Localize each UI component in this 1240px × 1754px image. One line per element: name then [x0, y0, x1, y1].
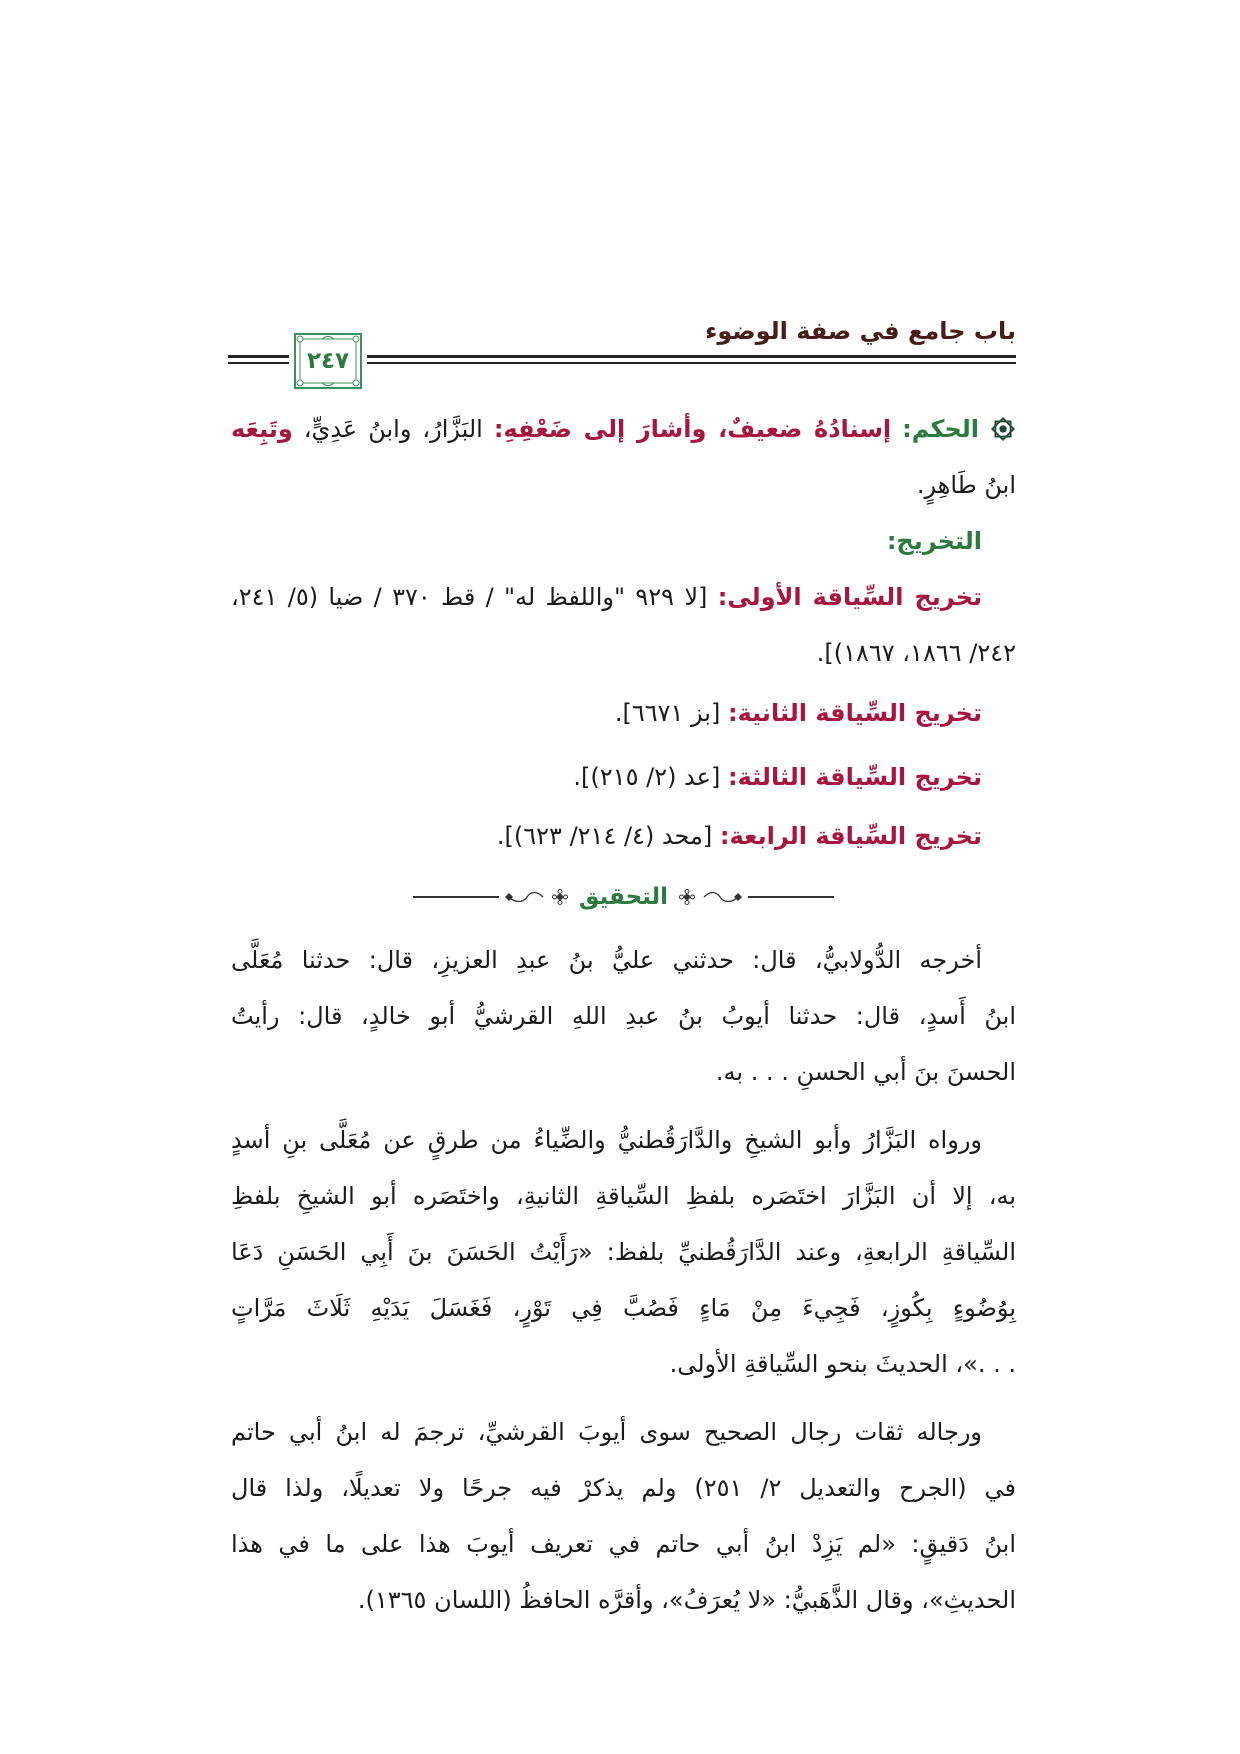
paragraph-line: بِوُضُوءٍ بِكُوزٍ، فَجِيءَ مِنْ مَاءٍ فَصُبَّ فِي تَوْرٍ، فَغَسَلَ يَدَيْهِ ثَلَاثَ مَرَّاتٍ [231, 1294, 1016, 1322]
takhrij-item [231, 685, 1016, 741]
page-number-frame [294, 333, 362, 389]
paragraph-line: . . .»، الحديثَ بنحو السِّياقةِ الأولى. [669, 1350, 1016, 1378]
takhrij-item-refs: [عد (٢/ ٢١٥)]. [573, 763, 721, 791]
paragraph-line: السِّياقةِ الرابعةِ، وعند الدَّارَقُطنيِّ بلفظ: «رَأَيْتُ الحَسَنَ بنَ أَبِي الحَسَنِ دَعَا [231, 1238, 1016, 1266]
takhrij-heading: التخريج: [886, 527, 982, 555]
text-column [231, 401, 1016, 1628]
takhrij-item-label: تخريج السِّياقة الأولى: [717, 583, 983, 611]
ruling-line [231, 401, 1016, 457]
ruling-label: الحكم: [902, 415, 980, 443]
ruling-followed-label: وتَبِعَه [231, 415, 293, 443]
takhrij-item-refs: [محد (٤/ ٢١٤/ ٦٢٣)]. [496, 822, 713, 850]
ruling-follower: ابنُ طَاهِرٍ. [916, 471, 1016, 499]
takhrij-item-label: تخريج السِّياقة الثانية: [727, 699, 982, 727]
takhrij-item [231, 808, 1016, 864]
takhrij-item [231, 569, 1016, 681]
paragraph-line: به، إلا أن البَزَّارَ اختَصَره بلفظِ السِّياقةِ الثانيةِ، واختَصَره أبو الشيخِ بلفظِ [231, 1182, 1016, 1210]
tahqiq-paragraph [231, 1404, 1016, 1628]
rosette-ornament-icon [551, 888, 569, 906]
tahqiq-paragraph [231, 932, 1016, 1100]
divider-line [413, 896, 498, 898]
takhrij-item-refs: [لا ٩٢٩ "واللفظ له" / قط ٣٧٠ / ضيا (٥/ ٢٤١، ٢٤٢/ ١٨٦٦، ١٨٦٧)]. [231, 583, 1016, 667]
paragraph-line: ابنُ دَقيقٍ: «لم يَزِدْ ابنُ أبي حاتم في تعريف أيوبَ هذا على ما في هذا [231, 1530, 1016, 1558]
paragraph-line: ورواه البَزَّارُ وأبو الشيخِ والدَّارَقُطنيُّ والضِّياءُ من طرقٍ عن مُعَلَّى بنِ أسدٍ [231, 1126, 982, 1154]
paragraph-line: ورجاله ثقات رجال الصحيح سوى أيوبَ القرشيِّ، ترجمَ له ابنُ أبي حاتم [231, 1418, 982, 1446]
vine-ornament-icon [505, 889, 545, 905]
page-number: ٢٤٧ [306, 348, 350, 374]
paragraph-line: الحسنَ بنَ أبي الحسنِ . . . به. [715, 1058, 1016, 1086]
ruling-critics: البَزَّارُ، وابنُ عَدِيٍّ، [303, 415, 483, 443]
paragraph-line: أخرجه الدُّولابيُّ، قال: حدثني عليُّ بنُ عبدِ العزيزِ، قال: حدثنا مُعَلَّى [231, 946, 982, 974]
vine-ornament-icon [702, 889, 742, 905]
ruling-verdict: إسنادُهُ ضعيفٌ، وأشارَ إلى ضَعْفِهِ: [493, 415, 892, 443]
tahqiq-heading: التحقيق [578, 884, 669, 910]
divider-line [748, 896, 833, 898]
tahqiq-paragraph [231, 1112, 1016, 1392]
takhrij-item-refs: [بز ٦٦٧١]. [614, 699, 721, 727]
paragraph-line: الحديثِ»، وقال الذَّهَبيُّ: «لا يُعرَفُ»، وأقرَّه الحافظُ (اللسان ١٣٦٥). [357, 1586, 1016, 1614]
takhrij-item [231, 749, 1016, 805]
rub-el-hizb-icon [990, 406, 1016, 432]
paragraph-line: ابنُ أَسدٍ، قال: حدثنا أيوبُ بنُ عبدِ اللهِ القرشيُّ أبو خالدٍ، قال: رأيتُ [231, 1002, 1016, 1030]
paragraph-line: في (الجرح والتعديل ٢/ ٢٥١) ولم يذكرْ فيه جرحًا ولا تعديلًا، ولذا قال [231, 1474, 1017, 1502]
rosette-ornament-icon [678, 888, 696, 906]
takhrij-item-label: تخريج السِّياقة الرابعة: [719, 822, 982, 850]
takhrij-item-label: تخريج السِّياقة الثالثة: [727, 763, 982, 791]
section-divider [414, 877, 834, 917]
ruling-paragraph [231, 401, 1016, 513]
running-head-title: باب جامع في صفة الوضوء [705, 317, 1016, 345]
